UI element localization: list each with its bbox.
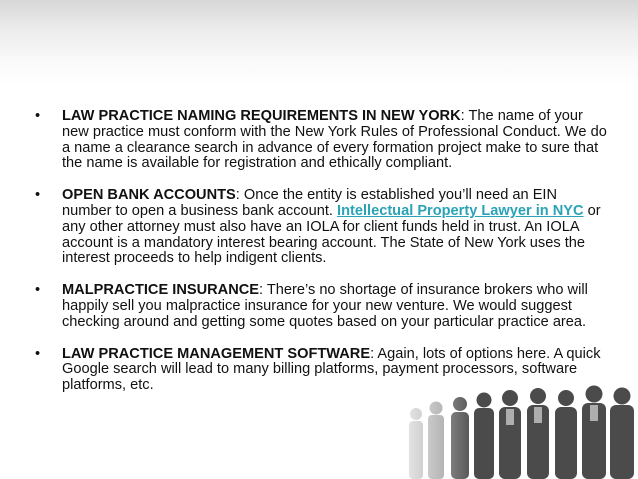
bullet-text: : Again, lots of options here. A quick Google search will lead to many billing platforms, payment processors, software platforms, etc. [62,345,601,394]
bullet-heading: LAW PRACTICE MANAGEMENT SOFTWARE [62,345,371,362]
bullet-heading: OPEN BANK ACCOUNTS [62,187,236,204]
bullet-text: or any other attorney must also have an IOLA for client funds held in trust. An IOLA account is a mandatory interest bearing account. The State of New York uses the interest proceeds to help indigent clients. [62,202,601,267]
bullet-text: : There’s no shortage of insurance brokers who will happily sell you malpractice insurance for your new venture. We would suggest checking around and getting some quotes based on your particular practice area. [62,282,588,330]
header-band [0,0,638,60]
bullet-heading: LAW PRACTICE NAMING REQUIREMENTS IN NEW YORK [62,108,461,124]
bullet-list [34,109,609,410]
bullet-text: : The name of your new practice must conform with the New York Rules of Professional Conduct. We do a name a clearance search in advance of every formation project make to sure that the name is available for registration and ethically compliant. [62,108,607,172]
ip-lawyer-link[interactable]: Intellectual Property Lawyer in NYC [337,202,584,219]
business-people-silhouettes-icon [388,384,638,479]
bullet-dot: • [35,187,41,204]
bullet-malpractice-insurance [34,283,609,330]
bullet-text: : Once the entity is established you’ll need an EIN number to open a business bank account. [62,187,558,219]
bullet-bank-accounts [34,188,609,267]
bullet-heading: MALPRACTICE INSURANCE [62,282,260,299]
bullet-dot: • [35,282,41,299]
bullet-dot: • [35,345,41,362]
bullet-dot: • [35,108,41,124]
bullet-naming-requirements [34,109,609,172]
